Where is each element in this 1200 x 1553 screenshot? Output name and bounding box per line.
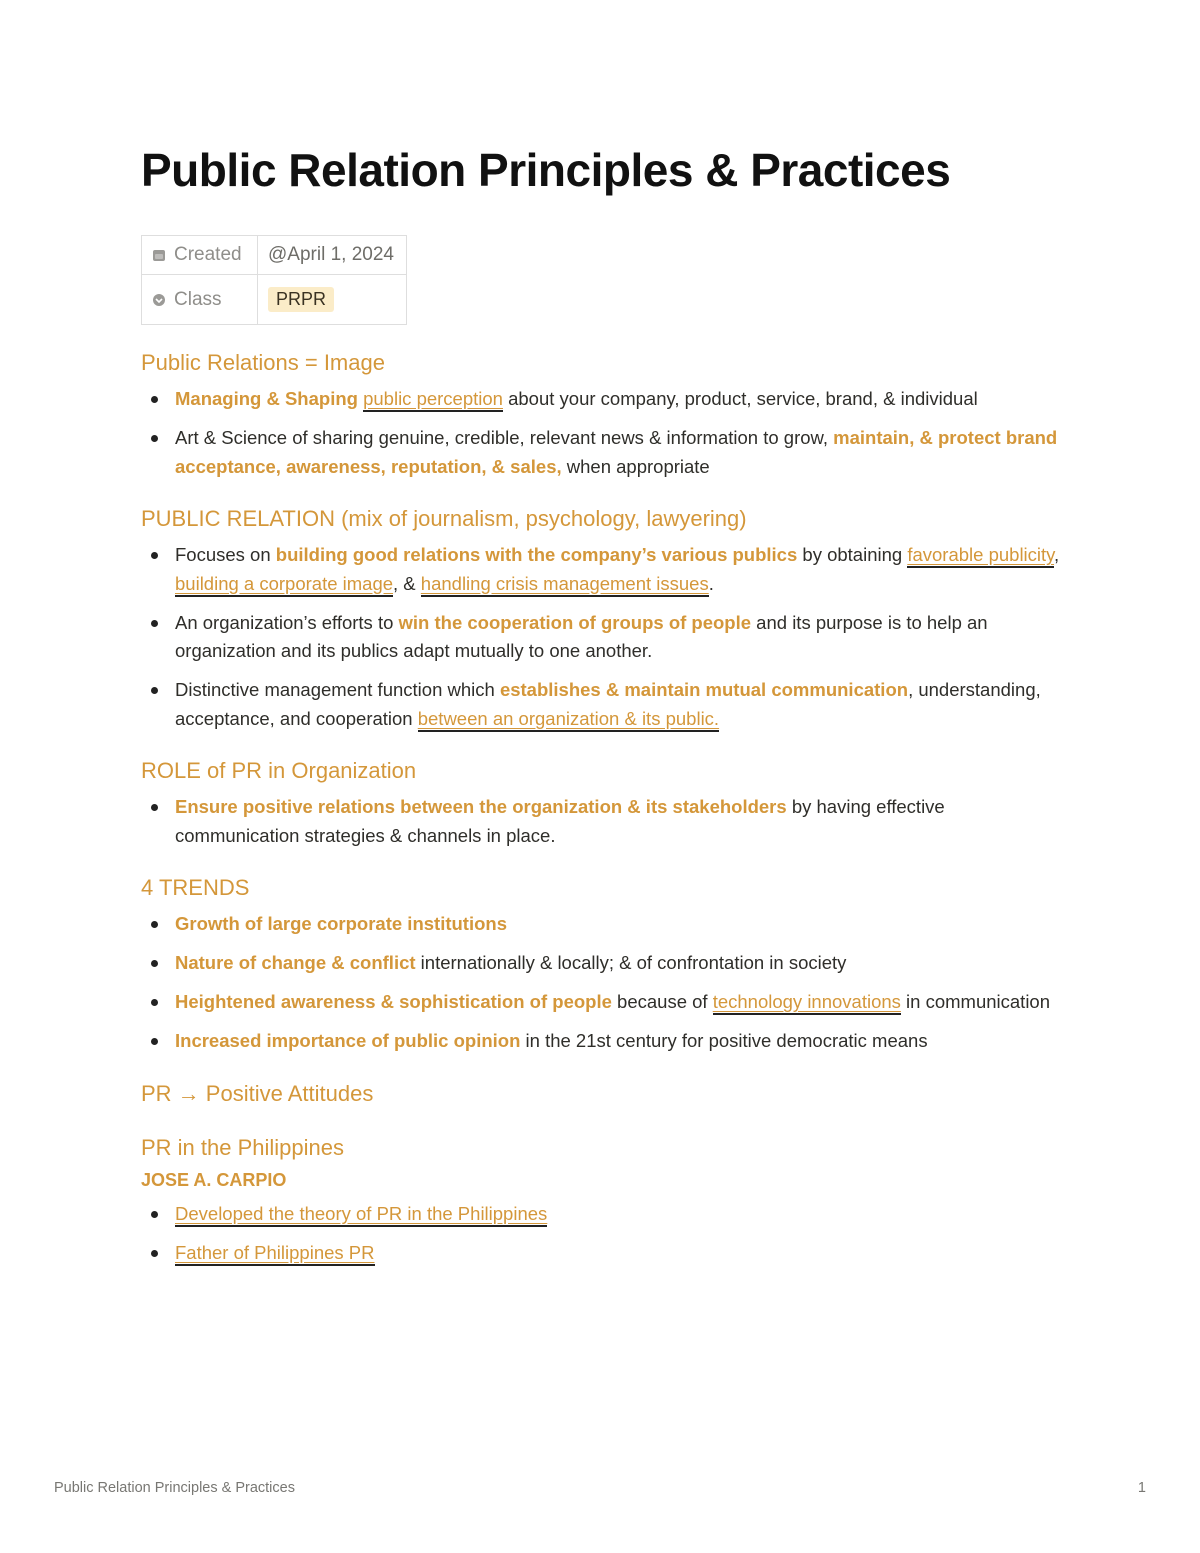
list-item [141,676,1061,733]
bullet-icon [151,396,158,403]
body-text: and its purpose is to help an organization and its publics adapt mutually to one another. [175,611,988,661]
body-text: by having effective communication strategies & channels in place. [175,796,945,846]
list-item [141,793,1061,850]
bullet-icon [151,1038,158,1045]
body-text: when appropriate [561,455,710,477]
properties-table [141,235,407,325]
bullet-icon [151,999,158,1006]
underlined-text: handling crisis management issues [421,573,709,597]
list-item [141,541,1061,598]
bullet-icon [151,960,158,967]
list-item [141,1200,1061,1229]
body-text: internationally & locally; & of confrontation in society [415,952,847,973]
list-item [141,1239,1061,1268]
body-text: An organization’s efforts to [175,611,399,633]
highlight-text: Nature of change & conflict [175,952,416,973]
heading-trends: 4 TRENDS [141,875,250,900]
footer-title: Public Relation Principles & Practices [54,1480,295,1496]
property-row-class [142,275,407,325]
highlight-text: Growth of large corporate institutions [175,913,507,934]
list-item [141,1027,1061,1056]
body-text: by obtaining [797,544,908,565]
heading-role: ROLE of PR in Organization [141,758,417,783]
heading-attitudes: PR → Positive Attitudes [141,1080,374,1106]
document-page [141,140,1061,1278]
body-text: Distinctive management function which [175,679,500,700]
bullet-icon [151,435,158,442]
underlined-text: technology innovations [713,991,901,1015]
page-footer [54,1480,1146,1496]
bullet-icon [151,1211,158,1218]
class-tag[interactable]: PRPR [268,287,334,312]
highlight-text: building good relations with the company’s various publics [275,544,798,565]
underlined-text: public perception [363,388,503,412]
highlight-text: Ensure positive relations between the organization & its stakeholders [175,796,787,817]
highlight-text: Managing & Shaping [175,388,364,409]
underlined-text: Developed the theory of PR in the Philippines [175,1203,547,1227]
body-text: in communication [900,991,1051,1012]
highlight-text: Increased importance of public opinion [175,1030,521,1051]
calendar-icon [152,248,166,262]
underlined-text: between an organization & its public. [418,708,719,732]
heading-image: Public Relations = Image [141,350,385,375]
philippines-bullet-list [141,1200,1061,1268]
property-label: Class [174,288,222,310]
body-text: in the 21st century for positive democratic means [520,1030,928,1051]
heading-philippines: PR in the Philippines [141,1134,345,1160]
body-text: Art & Science of sharing genuine, credible, relevant news & information to grow, [175,427,834,448]
body-text: , [1054,544,1060,565]
bullet-icon [151,687,158,694]
highlight-text: maintain, & protect brand acceptance, awareness, reputation, & sales, [175,427,1058,477]
property-label: Created [174,244,242,265]
page-title: Public Relation Principles & Practices [141,144,951,196]
property-row-created [142,236,407,275]
body-text: Focuses on [175,544,276,565]
highlight-text: win the cooperation of groups of people [398,611,752,633]
property-key-class [142,275,258,325]
list-item [141,424,1061,481]
underlined-text: favorable publicity [907,544,1054,568]
definition-bullet-list [141,541,1061,733]
body-text: , & [393,572,421,594]
heading-definition: PUBLIC RELATION (mix of journalism, psychology, lawyering) [141,506,747,531]
trends-bullet-list [141,910,1061,1056]
bullet-icon [151,921,158,928]
underlined-text: building a corporate image [175,573,393,597]
bullet-icon [151,804,158,811]
body-text: . [708,572,714,594]
highlight-text: Heightened awareness & sophistication of people [175,991,612,1012]
role-bullet-list [141,793,1061,850]
select-icon [152,293,166,307]
body-text: , understanding, acceptance, and cooperation [175,679,1041,729]
list-item [141,949,1061,978]
highlight-text: establishes & maintain mutual communication [499,679,909,700]
list-item [141,988,1061,1017]
created-date-value[interactable]: @April 1, 2024 [258,236,407,275]
property-key-created [142,236,258,275]
image-bullet-list [141,385,1061,481]
underlined-text: Father of Philippines PR [175,1242,375,1266]
bullet-icon [151,552,158,559]
subheading-jose-carpio: JOSE A. CARPIO [141,1169,287,1190]
list-item [141,609,1061,666]
bullet-icon [151,1250,158,1257]
body-text: because of [611,991,713,1012]
page-number: 1 [1137,1480,1146,1496]
class-value-cell[interactable] [258,275,407,325]
body-text: about your company, product, service, brand, & individual [502,388,978,409]
bullet-icon [151,620,158,627]
list-item [141,385,1061,414]
list-item [141,910,1061,939]
